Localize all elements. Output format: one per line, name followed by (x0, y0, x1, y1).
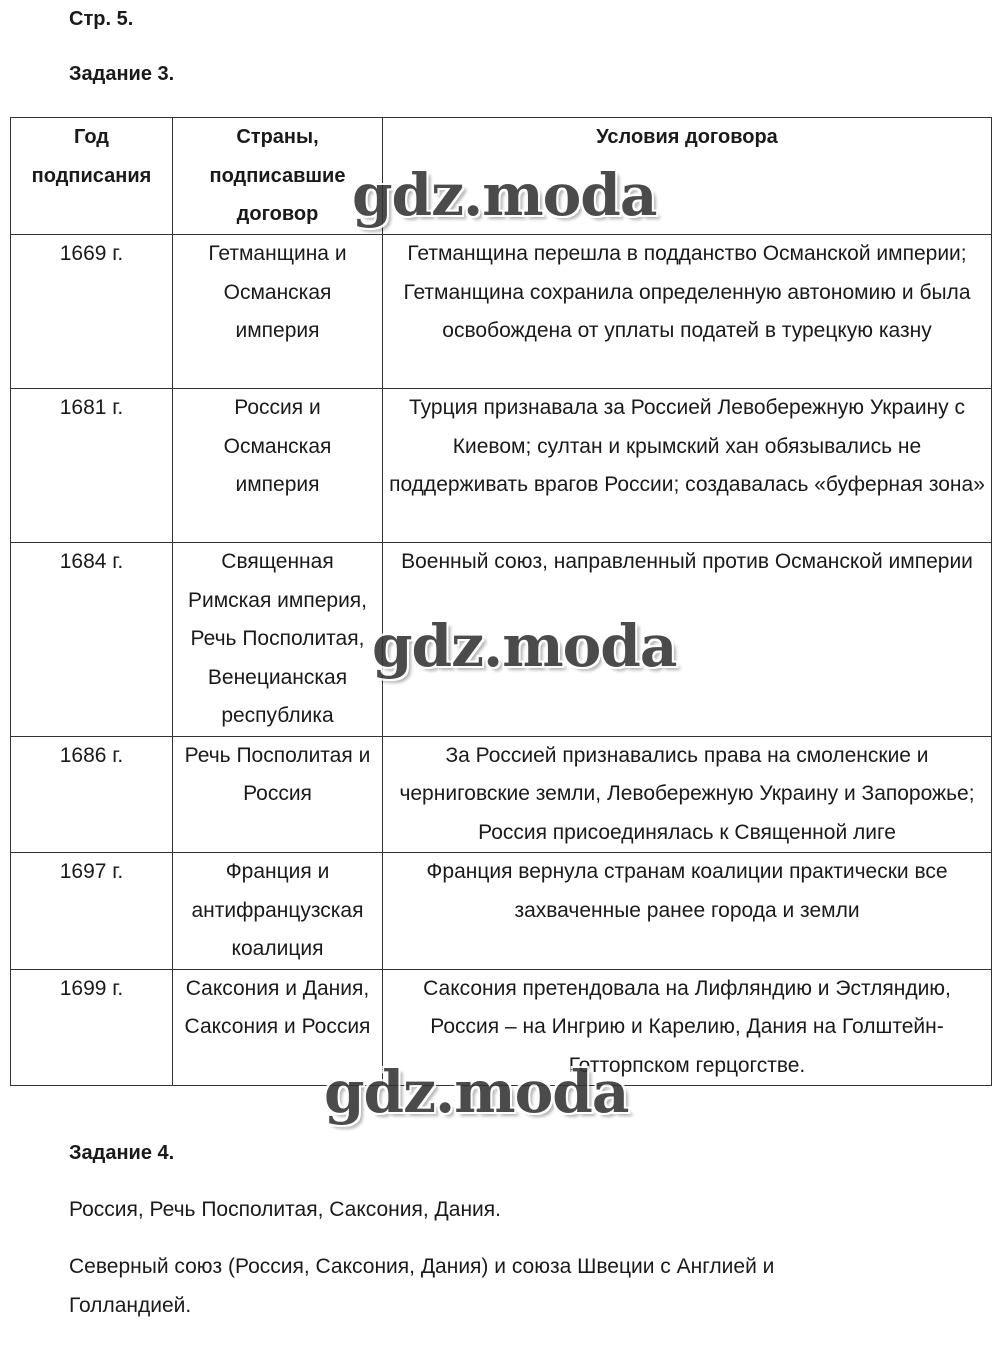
table-row (11, 736, 992, 853)
page-label: Стр. 5. (69, 8, 134, 30)
cell-terms: Военный союз, направленный против Османской империи (383, 543, 992, 737)
watermark: gdz.moda (352, 161, 657, 229)
watermark: gdz.moda (324, 1058, 629, 1126)
cell-terms: Гетманщина перешла в подданство Османской империи; Гетманщина сохранила определенную автономию и была освобождена от уплаты податей в турецкую казну (383, 235, 992, 389)
cell-year: 1699 г. (11, 969, 173, 1086)
cell-countries: Священная Римская империя, Речь Посполитая, Венецианская республика (173, 543, 383, 737)
header-terms: Условия договора (383, 118, 992, 235)
task-4-answer-2: Северный союз (Россия, Саксония, Дания) и союза Швеции с Англией и Голландией. (69, 1255, 775, 1317)
cell-year: 1681 г. (11, 389, 173, 543)
cell-year: 1669 г. (11, 235, 173, 389)
cell-countries: Россия и Османская империя (173, 389, 383, 543)
cell-countries: Саксония и Дания, Саксония и Россия (173, 969, 383, 1086)
cell-countries: Франция и антифранцузская коалиция (173, 853, 383, 970)
header-year: Год подписания (11, 118, 173, 235)
cell-countries: Речь Посполитая и Россия (173, 736, 383, 853)
cell-terms: Франция вернула странам коалиции практически все захваченные ранее города и земли (383, 853, 992, 970)
task-4-answer-1: Россия, Речь Посполитая, Саксония, Дания. (69, 1198, 501, 1221)
cell-year: 1684 г. (11, 543, 173, 737)
cell-countries: Гетманщина и Османская империя (173, 235, 383, 389)
table-row (11, 235, 992, 389)
cell-terms: Саксония претендовала на Лифляндию и Эстляндию, Россия – на Ингрию и Карелию, Дания на Голштейн-Готторпском герцогстве. (383, 969, 992, 1086)
table-row (11, 389, 992, 543)
header-countries: Страны, подписавшие договор (173, 118, 383, 235)
table-row (11, 853, 992, 970)
task-4-title: Задание 4. (69, 1142, 175, 1164)
watermark: gdz.moda (372, 612, 677, 680)
cell-year: 1686 г. (11, 736, 173, 853)
treaties-table (10, 117, 992, 1086)
task-3-title: Задание 3. (69, 63, 175, 85)
cell-year: 1697 г. (11, 853, 173, 970)
cell-terms: За Россией признавались права на смоленские и черниговские земли, Левобережную Украину и Запорожье; Россия присоединялась к Священной лиге (383, 736, 992, 853)
cell-terms: Турция признавала за Россией Левобережную Украину с Киевом; султан и крымский хан обязывались не поддерживать врагов России; создавалась «буферная зона» (383, 389, 992, 543)
